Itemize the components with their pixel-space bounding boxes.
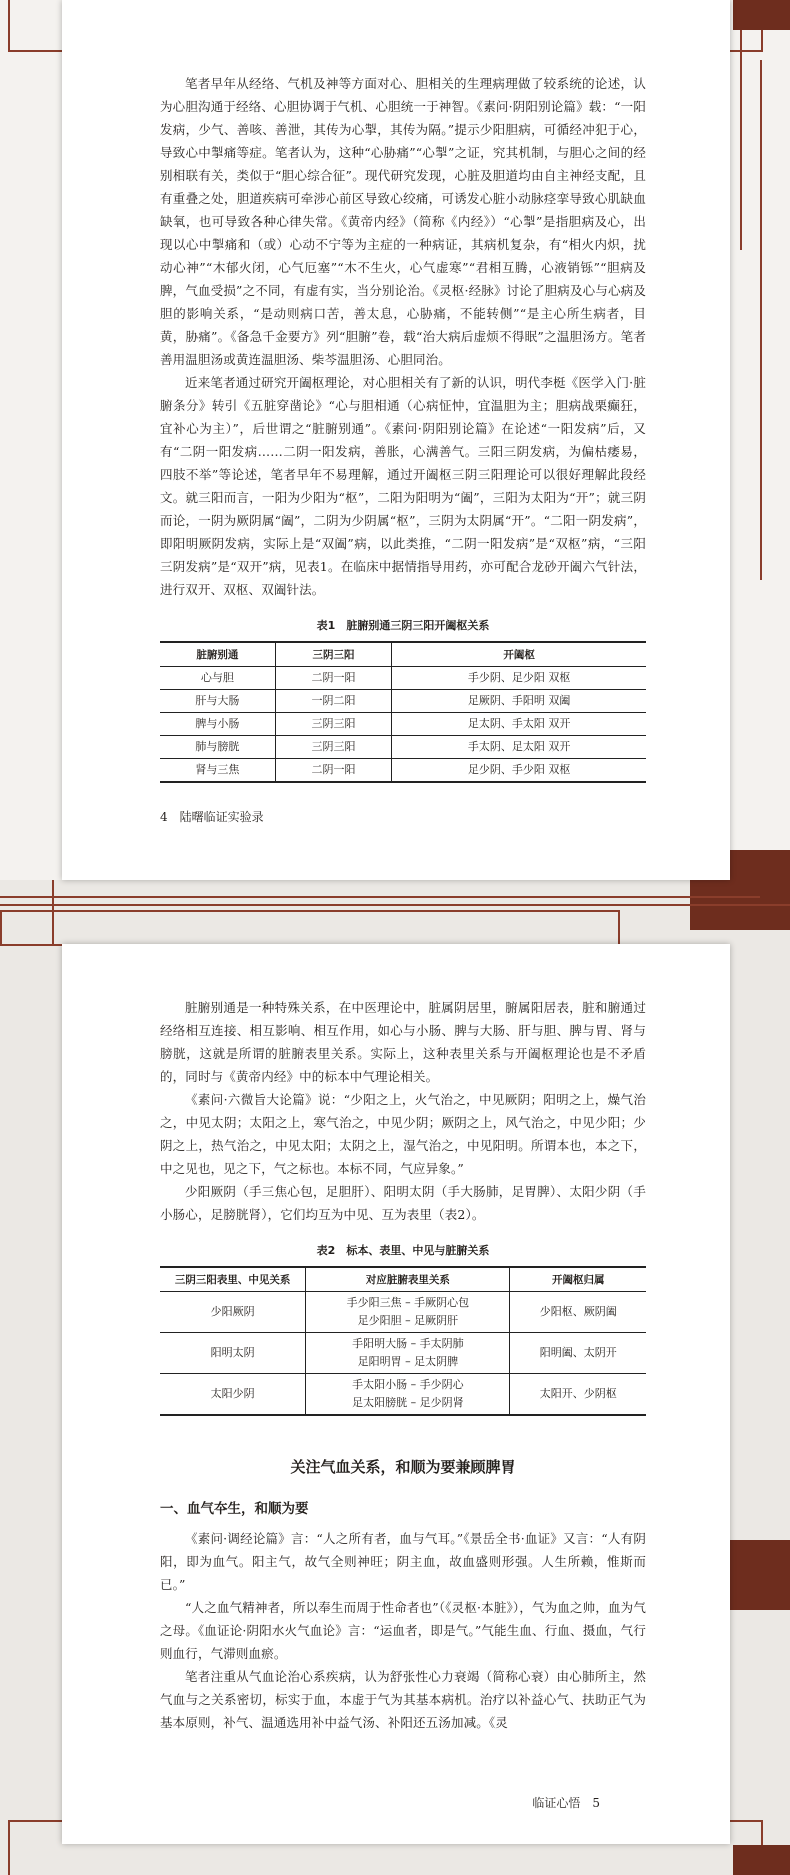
table-row xyxy=(160,667,646,690)
table-cell-line: 手阳明大肠 – 手太阴肺 xyxy=(352,1337,464,1350)
table-cell: 太阳少阴 xyxy=(160,1374,306,1416)
paragraph: 《素问·调经论篇》言：“人之所有者，血与气耳。”《景岳全书·血证》又言：“人有阴阳，即为血气。阳主气，故气全则神旺；阴主血，故血盛则形强。人生所赖，惟斯而已。” xyxy=(160,1531,646,1592)
table-header: 开阖枢 xyxy=(392,642,646,667)
decorative-line xyxy=(52,880,54,944)
table-cell: 肝与大肠 xyxy=(160,690,275,713)
table-cell: 三阴三阳 xyxy=(275,736,391,759)
table-header: 脏腑别通 xyxy=(160,642,275,667)
decorative-block xyxy=(733,0,790,30)
table-cell-line: 手太阳小肠 – 手少阴心 xyxy=(352,1378,464,1391)
paragraph: 脏腑别通是一种特殊关系，在中医理论中，脏属阴居里，腑属阳居表，脏和腑通过经络相互连接、相互影响、相互作用，如心与小肠、脾与大肠、肝与胆、脾与胃、肾与膀胱，这就是所谓的脏腑表里关系。实际上，这种表里关系与开阖枢理论也是不矛盾的，同时与《黄帝内经》中的标本中气理论相关。 xyxy=(160,1000,646,1084)
section-heading: 关注气血关系，和顺为要兼顾脾胃 xyxy=(290,1458,516,1476)
table-cell: 足少阴、手少阳 双枢 xyxy=(392,759,646,783)
table-cell: 一阴二阳 xyxy=(275,690,391,713)
table-cell: 阳明阖、太阴开 xyxy=(510,1333,646,1374)
decorative-line xyxy=(760,60,762,580)
page-footer: 临证心悟 5 xyxy=(532,1796,600,1810)
paragraph: “人之血气精神者，所以奉生而周于性命者也”（《灵枢·本脏》），气为血之帅，血为气之母。《血证论·阴阳水火气血论》言：“运血者，即是气。”气能生血、行血、摄血，气行则血行，气滞则血瘀。 xyxy=(160,1600,646,1661)
table-row xyxy=(160,1333,646,1374)
table-cell: 手太阴、足太阳 双开 xyxy=(392,736,646,759)
table-row xyxy=(160,713,646,736)
table-cell: 肺与膀胱 xyxy=(160,736,275,759)
table-cell: 阳明太阴 xyxy=(160,1333,306,1374)
table-cell-line: 足太阳膀胱 – 足少阴肾 xyxy=(352,1396,464,1409)
table-header: 开阖枢归属 xyxy=(510,1267,646,1292)
table-cell-line: 足阳明胃 – 足太阴脾 xyxy=(357,1355,459,1368)
table-cell xyxy=(306,1333,510,1374)
table-cell xyxy=(306,1292,510,1333)
paragraph: 笔者注重从气血论治心系疾病，认为舒张性心力衰竭（简称心衰）由心肺所主，然气血与之关系密切，标实于血，本虚于气为其基本病机。治疗以补益心气、扶助正气为基本原则，补气、温通选用补中益气汤、补阳还五汤加减。《灵 xyxy=(160,1669,646,1730)
table-row xyxy=(160,1374,646,1416)
table-row xyxy=(160,759,646,783)
table-1 xyxy=(160,641,646,783)
subsection-heading: 一、血气夲生，和顺为要 xyxy=(160,1501,309,1517)
table-caption: 表1 脏腑别通三阴三阳开阖枢关系 xyxy=(316,619,490,632)
table-cell: 肾与三焦 xyxy=(160,759,275,783)
page-footer: 4 陆曙临证实验录 xyxy=(160,810,264,824)
table-cell: 少阳厥阴 xyxy=(160,1292,306,1333)
paragraph: 近来笔者通过研究开阖枢理论，对心胆相关有了新的认识，明代李梃《医学入门·脏腑条分》转引《五脏穿凿论》“心与胆相通（心病怔忡，宜温胆为主；胆病战栗癫狂，宜补心为主）”，后世谓之“脏腑别通”。《素问·阴阳别论篇》在论述“一阳发病”后，又有“二阴一阳发病……二阴一阳发病，善胀，心满善气。三阳三阴发病，为偏枯痿易，四肢不举”等论述，笔者早年不易理解，通过开阖枢三阴三阳理论可以很好理解此段经文。就三阳而言，一阳为少阳为“枢”，二阳为阳明为“阖”，三阳为太阳为“开”；就三阴而论，一阴为厥阴属“阖”，二阴为少阴属“枢”，三阴为太阴属“开”。“二阳一阴发病”，即阳明厥阴发病，实际上是“双阖”病，以此类推，“二阴一阳发病”是“双枢”病，“三阳三阴发病”是“双开”病，见表1。在临床中据情指导用药，亦可配合龙砂开阖六气针法，进行双开、双枢、双阖针法。 xyxy=(160,375,646,597)
table-cell xyxy=(306,1374,510,1416)
table-cell: 足厥阴、手阳明 双阖 xyxy=(392,690,646,713)
table-caption: 表2 标本、表里、中见与脏腑关系 xyxy=(316,1244,490,1257)
table-cell: 少阳枢、厥阴阖 xyxy=(510,1292,646,1333)
table-cell: 脾与小肠 xyxy=(160,713,275,736)
table-row xyxy=(160,1292,646,1333)
table-cell: 三阴三阳 xyxy=(275,713,391,736)
book-page-5 xyxy=(62,944,730,1844)
paragraph: 《素问·六微旨大论篇》说：“少阳之上，火气治之，中见厥阴；阳明之上，燥气治之，中见太阴；太阳之上，寒气治之，中见少阴；厥阴之上，风气治之，中见少阳；少阴之上，热气治之，中见太阳；太阴之上，湿气治之，中见阳明。所谓本也，本之下，中之见也，见之下，气之标也。本标不同，气应异象。” xyxy=(160,1092,646,1176)
table-2 xyxy=(160,1266,646,1416)
decorative-line xyxy=(0,896,760,898)
table-header: 对应脏腑表里关系 xyxy=(306,1267,510,1292)
table-cell: 足太阴、手太阳 双开 xyxy=(392,713,646,736)
paragraph: 笔者早年从经络、气机及神等方面对心、胆相关的生理病理做了较系统的论述，认为心胆沟通于经络、心胆协调于气机、心胆统一于神智。《素问·阴阳别论篇》载：“一阳发病，少气、善咳、善泄，其传为心掣，其传为隔。”提示少阳胆病，可循经冲犯于心，导致心中掣痛等症。笔者认为，这种“心胁痛”“心掣”之证，究其机制，与胆心之间的经别相联有关，类似于“胆心综合征”。现代研究发现，心脏及胆道均由自主神经支配，且有重叠之处，胆道疾病可牵涉心前区导致心绞痛，可诱发心脏小动脉痉挛导致心肌缺血缺氧，也可导致各种心律失常。《黄帝内经》（简称《内经》）“心掣”是指胆病及心，出现以心中掣痛和（或）心动不宁等为主症的一种病证，其病机复杂，有“相火内炽，扰动心神”“木郁火闭，心气厄塞”“木不生火，心气虚寒”“君相互腾，心液销铄”“胆病及脾，气血受损”之不同，有虚有实，当分别论治。《灵枢·经脉》讨论了胆病及心与心病及胆的影响关系，“是动则病口苦，善太息，心胁痛，不能转侧”“是主心所生病者，目黄，胁痛”。《备急千金要方》列“胆腑”卷，载“治大病后虚烦不得眠”之温胆汤方。笔者善用温胆汤或黄连温胆汤、柴芩温胆汤、心胆同治。 xyxy=(160,76,646,367)
table-header: 三阴三阳 xyxy=(275,642,391,667)
table-cell-line: 足少阳胆 – 足厥阴肝 xyxy=(357,1314,459,1327)
table-cell: 太阳开、少阴枢 xyxy=(510,1374,646,1416)
decorative-line xyxy=(740,30,742,250)
table-row xyxy=(160,690,646,713)
table-cell: 二阴一阳 xyxy=(275,667,391,690)
decorative-line xyxy=(0,904,790,906)
table-header: 三阴三阳表里、中见关系 xyxy=(160,1267,306,1292)
paragraph: 少阳厥阴（手三焦心包，足胆肝）、阳明太阴（手大肠肺，足胃脾）、太阳少阴（手小肠心，足膀胱肾），它们均互为中见、互为表里（表2）。 xyxy=(160,1184,646,1222)
table-cell: 手少阴、足少阳 双枢 xyxy=(392,667,646,690)
table-cell: 心与胆 xyxy=(160,667,275,690)
decorative-block xyxy=(733,1845,790,1875)
decorative-frame-mid xyxy=(0,910,620,946)
table-row xyxy=(160,736,646,759)
table-cell: 二阴一阳 xyxy=(275,759,391,783)
book-page-4 xyxy=(62,0,730,880)
table-cell-line: 手少阳三焦 – 手厥阴心包 xyxy=(346,1296,470,1309)
